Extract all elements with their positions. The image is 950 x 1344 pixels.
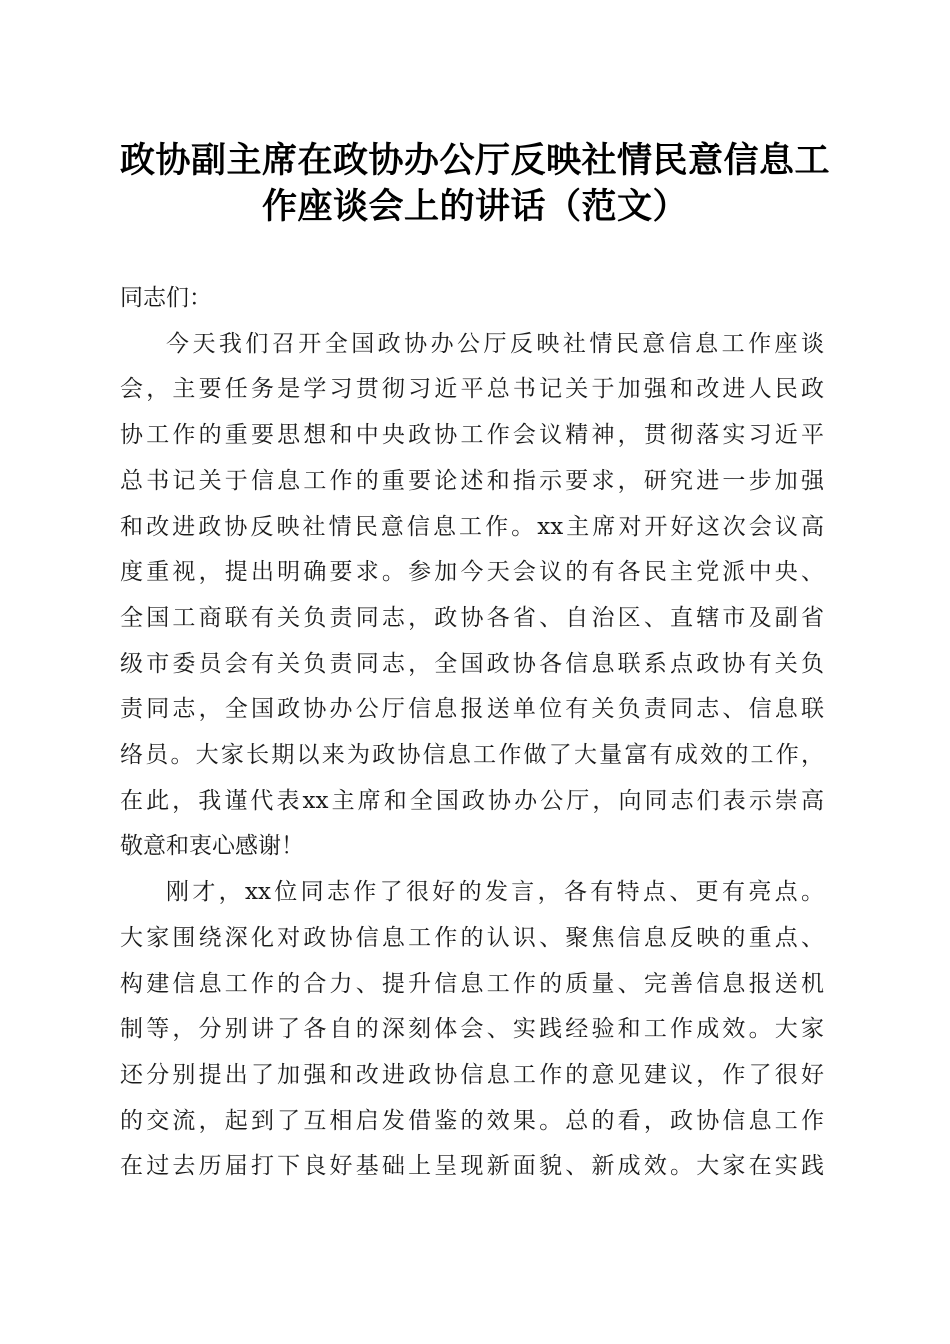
paragraph-line: 度重视，提出明确要求。参加今天会议的有各民主党派中央、 (120, 559, 824, 586)
title-line: 政协副主席在政协办公厅反映社情民意信息工 (119, 140, 830, 181)
paragraph-1 (120, 322, 824, 870)
paragraph-line: 大家围绕深化对政协信息工作的认识、聚焦信息反映的重点、 (120, 924, 824, 951)
paragraph-line: 络员。大家长期以来为政协信息工作做了大量富有成效的工作， (120, 742, 824, 769)
paragraph-line: 在过去历届打下良好基础上呈现新面貌、新成效。大家在实践 (120, 1153, 824, 1180)
document-body (120, 276, 824, 1190)
paragraph-line: 和改进政协反映社情民意信息工作。xx主席对开好这次会议高 (120, 513, 824, 540)
paragraph-line: 今天我们召开全国政协办公厅反映社情民意信息工作座谈 (166, 330, 824, 357)
paragraph-line: 在此，我谨代表xx主席和全国政协办公厅，向同志们表示崇高 (120, 787, 824, 814)
paragraph-line: 还分别提出了加强和改进政协信息工作的意见建议，作了很好 (120, 1061, 824, 1088)
paragraph-line: 责同志，全国政协办公厅信息报送单位有关负责同志、信息联 (120, 696, 824, 723)
paragraph-line: 全国工商联有关负责同志，政协各省、自治区、直辖市及副省 (120, 604, 824, 631)
salutation: 同志们： (120, 285, 212, 311)
paragraph-line: 会，主要任务是学习贯彻习近平总书记关于加强和改进人民政 (120, 376, 824, 403)
document-title (90, 138, 860, 230)
title-line: 作座谈会上的讲话（范文） (261, 186, 688, 227)
paragraph-line: 敬意和衷心感谢！ (120, 833, 304, 860)
paragraph-line: 构建信息工作的合力、提升信息工作的质量、完善信息报送机 (120, 970, 824, 997)
paragraph-line: 的交流，起到了互相启发借鉴的效果。总的看，政协信息工作 (120, 1107, 824, 1134)
paragraph-line: 刚才，xx位同志作了很好的发言，各有特点、更有亮点。 (166, 879, 824, 906)
paragraph-line: 级市委员会有关负责同志，全国政协各信息联系点政协有关负 (120, 650, 824, 677)
paragraph-line: 制等，分别讲了各自的深刻体会、实践经验和工作成效。大家 (120, 1016, 824, 1043)
paragraph-2 (120, 870, 824, 1190)
paragraph-line: 总书记关于信息工作的重要论述和指示要求，研究进一步加强 (120, 467, 824, 494)
paragraph-line: 协工作的重要思想和中央政协工作会议精神，贯彻落实习近平 (120, 422, 824, 449)
